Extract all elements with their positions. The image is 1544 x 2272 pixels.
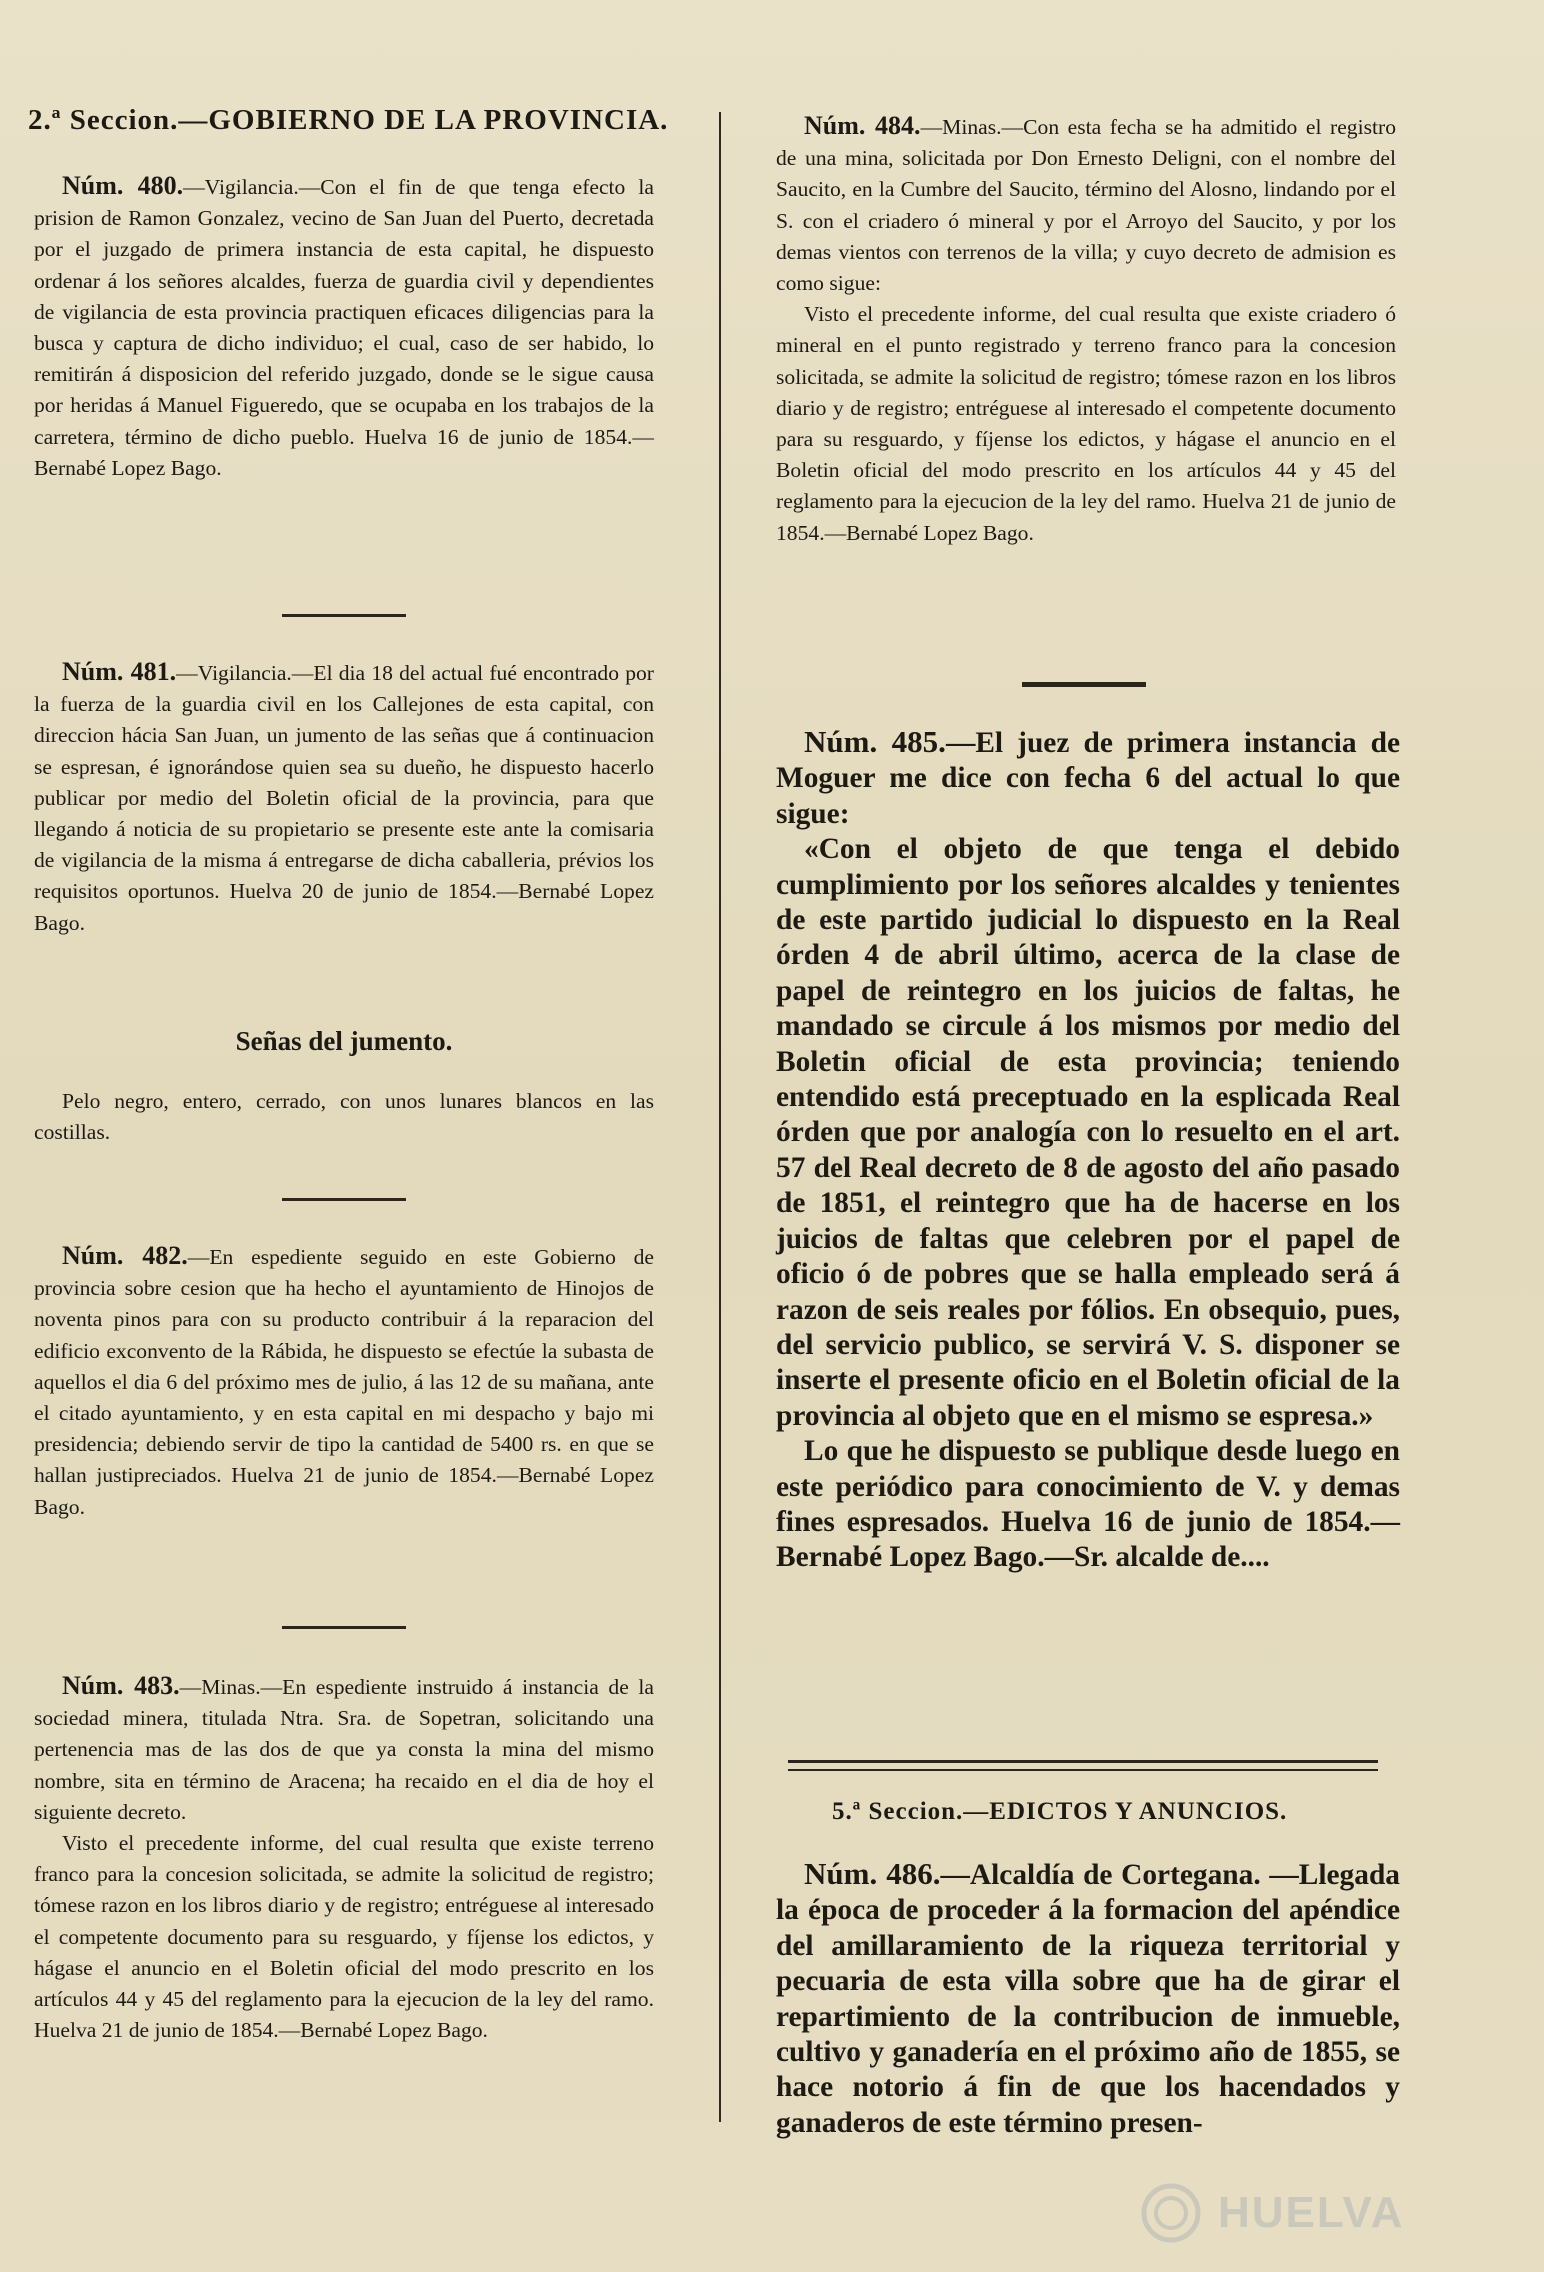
entry-482: [34, 1240, 654, 1523]
seal-icon: [1140, 2182, 1202, 2244]
entry-485: [776, 724, 1400, 1576]
entry-quote: «Con el objeto de que tenga el debido cumplimiento por los señores alcaldes y tenientes de este partido judicial lo dispuesto en la Real órden 4 de abril último, acerca de la clase de papel de reintegro en los juicios de faltas, he mandado se circule á los mismos por medio del Boletin oficial de esta provincia; teniendo entendido está preceptuado en la esplicada Real órden que por analogía con lo resuelto en el art. 57 del Real decreto de 8 de agosto del año pasado de 1851, el reintegro que ha de hacerse en los juicios de faltas que celebren por el papel de oficio ó de pobres que se halla empleado será á razon de seis reales por fólios. En obsequio, pues, del servicio publico, se servirá V. S. disponer se inserte el presente oficio en el Boletin oficial de la provincia al objeto que en el mismo se espresa.»: [776, 833, 1400, 1432]
entry-text: —Alcaldía de Cortegana. —Llegada la época de proceder á la formacion del apéndice del amillaramiento de la riqueza territorial y pecuaria de esta villa sobre que ha de girar el repartimiento de la contribucion de inmueble, cultivo y ganadería en el próximo año de 1855, se hace notorio á fin de que los hacendados y ganaderos de este término presen-: [776, 1859, 1400, 2139]
separator: [282, 1198, 406, 1201]
column-divider: [719, 112, 721, 2122]
separator: [282, 1626, 406, 1629]
entry-text: —En espediente seguido en este Gobierno de provincia sobre cesion que ha hecho el ayuntamiento de Hinojos de noventa pinos para con su producto contribuir á la reparacion del edificio exconvento de la Rábida, he dispuesto se efectúe la subasta de aquellos el dia 6 del próximo mes de julio, á las 12 de su mañana, ante el citado ayuntamiento, y en esta capital en mi despacho y bajo mi presidencia; debiendo servir de tipo la cantidad de 5400 rs. en que se hallan justipreciados. Huelva 21 de junio de 1854.—Bernabé Lopez Bago.: [34, 1245, 654, 1519]
section-header-gobierno: 2.ª Seccion.—GOBIERNO DE LA PROVINCIA.: [28, 104, 669, 136]
section-separator: [788, 1760, 1378, 1771]
entry-text: —Minas.—Con esta fecha se ha admitido el registro de una mina, solicitada por Don Ernesto Deligni, con el nombre del Saucito, en la Cumbre del Saucito, término del Alosno, lindando por el S. con el criadero ó mineral y por el Arroyo del Saucito, y por los demas vientos con terrenos de la villa; y cuyo decreto de admision es como sigue:: [776, 115, 1396, 296]
separator: [282, 614, 406, 617]
entry-closing: Lo que he dispuesto se publique desde luego en este periódico para conocimiento de V. y demas fines espresados. Huelva 16 de junio de 1854.—Bernabé Lopez Bago.—Sr. alcalde de....: [776, 1435, 1400, 1574]
entry-decree-text: Visto el precedente informe, del cual resulta que existe terreno franco para la concesion solicitada, se admite la solicitud de registro; tómese razon en los libros diario y de registro; entréguese al interesado el competente documento para su resguardo, y fíjense los edictos, y hágase el anuncio en el Boletin oficial del modo prescrito en los artículos 44 y 45 del reglamento para la ejecucion de la ley del ramo. Huelva 21 de junio de 1854.—Bernabé Lopez Bago.: [34, 1831, 654, 2043]
entry-483: [34, 1670, 654, 2046]
entry-decree-text: Visto el precedente informe, del cual resulta que existe criadero ó mineral en el punto registrado y terreno franco para la concesion solicitada, se admite la solicitud de registro; tómese razon en los libros diario y de registro; entréguese al interesado el competente documento para su resguardo, y fíjense los edictos, y hágase el anuncio en el Boletin oficial del modo prescrito en los artículos 44 y 45 del reglamento para la ejecucion de la ley del ramo. Huelva 21 de junio de 1854.—Bernabé Lopez Bago.: [776, 302, 1396, 545]
section-header-edictos: 5.ª Seccion.—EDICTOS Y ANUNCIOS.: [832, 1798, 1288, 1825]
entry-text: Pelo negro, entero, cerrado, con unos lunares blancos en las costillas.: [34, 1089, 654, 1145]
entry-480: [34, 170, 654, 484]
entry-text: —Minas.—En espediente instruido á instancia de la sociedad minera, titulada Ntra. Sra. de Sopetran, solicitando una pertenencia mas de las dos de que ya consta la mina del mismo nombre, sita en término de Aracena; ha recaido en el dia de hoy el siguiente decreto.: [34, 1675, 654, 1824]
subtitle-senas: Señas del jumento.: [235, 1026, 453, 1056]
entry-senas-text: [34, 1086, 654, 1148]
entry-number: Núm. 484.: [804, 111, 921, 140]
entry-text: —El juez de primera instancia de Moguer me dice con fecha 6 del actual lo que sigue:: [776, 727, 1400, 830]
separator: [1022, 682, 1146, 687]
entry-text: —Vigilancia.—Con el fin de que tenga efecto la prision de Ramon Gonzalez, vecino de San Juan del Puerto, decretada por el juzgado de primera instancia de esta capital, he dispuesto ordenar á los señores alcaldes, fuerza de guardia civil y dependientes de vigilancia de esta provincia practiquen eficaces diligencias para la busca y captura de dicho individuo; el cual, caso de ser habido, lo remitirán á disposicion del referido juzgado, donde se le sigue causa por heridas á Manuel Figueredo, que se ocupaba en los trabajos de la carretera, término de dicho pueblo. Huelva 16 de junio de 1854.—Bernabé Lopez Bago.: [34, 175, 654, 480]
entry-486: [776, 1856, 1400, 2141]
entry-number: Núm. 480.: [62, 171, 184, 200]
entry-484: [776, 110, 1396, 549]
entry-481: [34, 656, 654, 939]
entry-text: —Vigilancia.—El dia 18 del actual fué encontrado por la fuerza de la guardia civil en los Callejones de esta capital, con direccion hácia San Juan, un jumento de las señas que á continuacion se espresan, é ignorándose quien sea su dueño, he dispuesto hacerlo publicar por medio del Boletin oficial de la provincia, para que llegando á noticia de su propietario se presente este ante la comisaria de vigilancia de la misma á entregarse de dicha caballeria, prévios los requisitos oportunos. Huelva 20 de junio de 1854.—Bernabé Lopez Bago.: [34, 661, 654, 935]
entry-number: Núm. 486.: [804, 1856, 941, 1891]
watermark-text: HUELVA: [1218, 2188, 1405, 2237]
huelva-watermark: [1140, 2178, 1510, 2248]
entry-number: Núm. 485.: [804, 724, 946, 759]
entry-number: Núm. 482.: [62, 1241, 188, 1270]
entry-number: Núm. 481.: [62, 657, 177, 686]
entry-number: Núm. 483.: [62, 1671, 180, 1700]
